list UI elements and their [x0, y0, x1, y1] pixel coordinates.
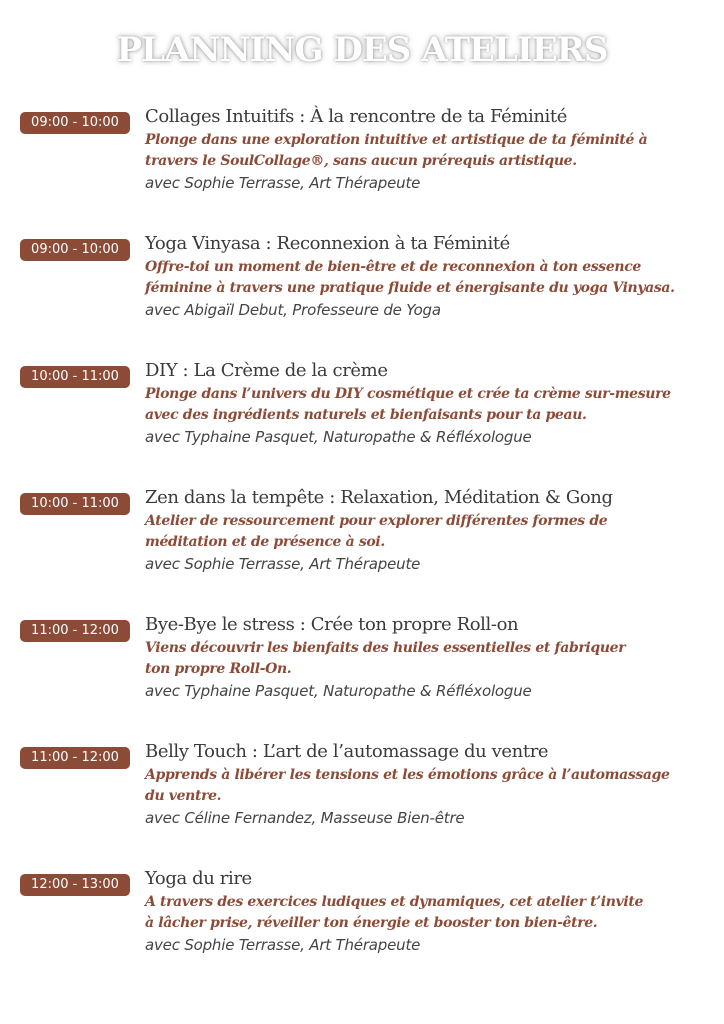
session-title: Yoga Vinyasa : Reconnexion à ta Féminité — [145, 233, 510, 254]
description-line: Atelier de ressourcement pour explorer différentes formes de — [145, 513, 608, 529]
description-line: Offre-toi un moment de bien-être et de reconnexion à ton essence — [145, 259, 641, 275]
session-body — [145, 358, 715, 448]
session-description — [145, 130, 715, 172]
session-item — [0, 614, 724, 720]
session-title: Belly Touch : L’art de l’automassage du ventre — [145, 741, 549, 762]
session-item — [0, 233, 724, 339]
description-line: Viens découvrir les bienfaits des huiles essentielles et fabriquer — [145, 640, 626, 656]
session-title: DIY : La Crème de la crème — [145, 360, 388, 381]
session-title: Collages Intuitifs : À la rencontre de ta Féminité — [145, 106, 567, 127]
time-badge: 12:00 - 13:00 — [20, 874, 130, 896]
session-title: Bye-Bye le stress : Crée ton propre Roll-on — [145, 614, 519, 635]
description-line: du ventre. — [145, 788, 222, 804]
session-item — [0, 106, 724, 212]
session-item — [0, 741, 724, 847]
description-line: A travers des exercices ludiques et dynamiques, cet atelier t’invite — [145, 894, 644, 910]
time-badge: 10:00 - 11:00 — [20, 493, 130, 515]
description-line: méditation et de présence à soi. — [145, 534, 385, 550]
session-title: Zen dans la tempête : Relaxation, Méditation & Gong — [145, 487, 613, 508]
session-description — [145, 511, 715, 553]
session-title: Yoga du rire — [145, 868, 252, 889]
time-badge: 09:00 - 10:00 — [20, 239, 130, 261]
session-description — [145, 638, 715, 680]
description-line: à lâcher prise, réveiller ton énergie et booster ton bien-être. — [145, 915, 598, 931]
session-host: avec Abigaïl Debut, Professeure de Yoga — [145, 301, 441, 319]
description-line: ton propre Roll-On. — [145, 661, 292, 677]
session-body — [145, 739, 715, 829]
session-host: avec Sophie Terrasse, Art Thérapeute — [145, 936, 421, 954]
description-line: travers le SoulCollage®, sans aucun prérequis artistique. — [145, 153, 577, 169]
session-item — [0, 360, 724, 466]
session-host: avec Typhaine Pasquet, Naturopathe & Réfléxologue — [145, 428, 532, 446]
session-body — [145, 866, 715, 956]
page-title: PLANNING DES ATELIERS — [116, 30, 608, 70]
description-line: Apprends à libérer les tensions et les émotions grâce à l’automassage — [145, 767, 670, 783]
session-host: avec Céline Fernandez, Masseuse Bien-être — [145, 809, 465, 827]
time-badge: 11:00 - 12:00 — [20, 620, 130, 642]
session-body — [145, 485, 715, 575]
session-item — [0, 868, 724, 974]
session-description — [145, 892, 715, 934]
description-line: féminine à travers une pratique fluide et énergisante du yoga Vinyasa. — [145, 280, 675, 296]
session-description — [145, 384, 715, 426]
description-line: avec des ingrédients naturels et bienfaisants pour ta peau. — [145, 407, 587, 423]
session-description — [145, 257, 715, 299]
session-host: avec Sophie Terrasse, Art Thérapeute — [145, 174, 421, 192]
session-body — [145, 104, 715, 194]
session-item — [0, 487, 724, 593]
session-host: avec Sophie Terrasse, Art Thérapeute — [145, 555, 421, 573]
session-body — [145, 612, 715, 702]
time-badge: 09:00 - 10:00 — [20, 112, 130, 134]
session-body — [145, 231, 715, 321]
description-line: Plonge dans l’univers du DIY cosmétique et crée ta crème sur-mesure — [145, 386, 671, 402]
session-host: avec Typhaine Pasquet, Naturopathe & Réfléxologue — [145, 682, 532, 700]
description-line: Plonge dans une exploration intuitive et artistique de ta féminité à — [145, 132, 648, 148]
session-description — [145, 765, 715, 807]
time-badge: 10:00 - 11:00 — [20, 366, 130, 388]
time-badge: 11:00 - 12:00 — [20, 747, 130, 769]
